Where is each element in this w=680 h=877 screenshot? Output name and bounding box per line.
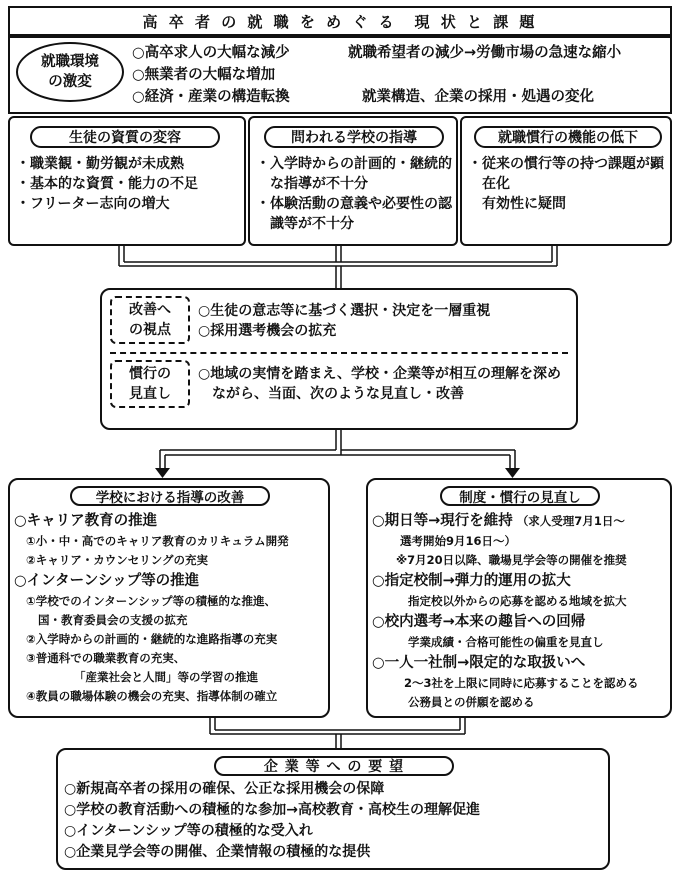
list-item xyxy=(14,649,328,668)
list-item: 有効性に疑問 xyxy=(468,196,566,212)
line-text: ①学校でのインターンシップ等の積極的な推進、 xyxy=(26,594,277,608)
section-heading xyxy=(372,652,670,674)
line-text: 公務員との併願を認める xyxy=(408,695,535,709)
list-item: ・体験活動の意義や必要性の認識等が不十分 xyxy=(256,196,452,232)
company-item: ○企業見学会等の開催、企業情報の積極的な提供 xyxy=(64,844,371,860)
kaizen-label: 改善へ の視点 xyxy=(110,296,190,344)
system-list xyxy=(372,510,670,712)
issue-label: 生徒の資質の変容 xyxy=(30,126,220,148)
kaizen-item: ○採用選考機会の拡充 xyxy=(198,323,337,339)
environment-label: 就職環境 の激変 xyxy=(16,42,124,102)
list-item xyxy=(14,551,328,570)
kanko-label: 慣行の 見直し xyxy=(110,360,190,408)
line-text: ○一人一社制→限定的な取扱いへ xyxy=(372,655,586,671)
line-note: （求人受理7月1日～ xyxy=(516,514,625,528)
page-title: 高 卒 者 の 就 職 を め ぐ る 現 状 と 課 題 xyxy=(142,12,538,31)
company-item: ○学校の教育活動への積極的な参加→高校教育・高校生の理解促進 xyxy=(64,802,480,818)
list-item xyxy=(372,592,670,611)
section-heading xyxy=(372,611,670,633)
line-text: ○校内選考→本来の趣旨への回帰 xyxy=(372,614,586,630)
section-heading xyxy=(14,510,328,532)
section-heading xyxy=(372,510,670,532)
kaizen-item: ○生徒の意志等に基づく選択・決定を一層重視 xyxy=(198,303,491,319)
line-text: 学業成績・合格可能性の偏重を見直し xyxy=(408,635,604,649)
list-item: ・職業観・勤労観が未成熟 xyxy=(16,156,184,172)
list-item: ・入学時からの計画的・継続的な指導が不十分 xyxy=(256,156,452,192)
company-item: ○インターンシップ等の積極的な受入れ xyxy=(64,823,313,839)
issue-box-students xyxy=(8,116,246,246)
section-heading xyxy=(372,570,670,592)
list-item xyxy=(14,668,328,687)
issue-box-school xyxy=(248,116,458,246)
company-item: ○新規高卒者の採用の確保、公正な採用機会の保障 xyxy=(64,781,385,797)
line-text: ①小・中・高でのキャリア教育のカリキュラム開発 xyxy=(26,534,289,548)
list-item: ・フリーター志向の増大 xyxy=(16,196,170,212)
system-box xyxy=(366,478,672,718)
issue-box-custom xyxy=(460,116,672,246)
company-box xyxy=(56,748,610,870)
list-item xyxy=(14,687,328,706)
list-item: ・基本的な資質・能力の不足 xyxy=(16,176,198,192)
system-label: 制度・慣行の見直し xyxy=(440,486,600,506)
list-item xyxy=(14,630,328,649)
list-item xyxy=(372,551,670,570)
line-text: 2～3社を上限に同時に応募することを認める xyxy=(404,676,639,690)
line-text: 「産業社会と人間」等の学習の推進 xyxy=(74,670,258,684)
divider xyxy=(110,352,568,354)
line-text: ②入学時からの計画的・継続的な進路指導の充実 xyxy=(26,632,278,646)
school-label: 学校における指導の改善 xyxy=(70,486,270,506)
issue-label: 問われる学校の指導 xyxy=(264,126,444,148)
middle-box xyxy=(100,288,578,430)
school-list xyxy=(14,510,328,706)
line-text: ○インターンシップ等の推進 xyxy=(14,573,200,589)
list-item xyxy=(14,592,328,611)
line-text: ②キャリア・カウンセリングの充実 xyxy=(26,553,209,567)
environment-box xyxy=(8,36,672,114)
line-text: ○指定校制→弾力的運用の拡大 xyxy=(372,573,571,589)
env-row-right: 就職希望者の減少→労働市場の急速な縮小 xyxy=(348,45,622,61)
line-text: ○キャリア教育の推進 xyxy=(14,513,158,529)
issue-list xyxy=(256,154,456,234)
school-box xyxy=(8,478,330,718)
list-item xyxy=(372,693,670,712)
list-item xyxy=(372,532,670,551)
issue-list xyxy=(16,154,198,214)
section-heading xyxy=(14,570,328,592)
line-text: ○期日等→現行を維持 xyxy=(372,513,513,529)
env-row-left: ○経済・産業の構造転換 xyxy=(132,89,290,105)
company-label: 企 業 等 へ の 要 望 xyxy=(214,756,454,776)
title-box xyxy=(8,6,672,36)
list-item xyxy=(14,532,328,551)
line-text: 国・教育委員会の支援の拡充 xyxy=(38,613,188,627)
issue-list xyxy=(468,154,668,214)
line-text: 選考開始9月16日～） xyxy=(400,534,517,548)
env-row-left: ○無業者の大幅な増加 xyxy=(132,67,276,83)
kanko-text: ○地域の実情を踏まえ、学校・企業等が相互の理解を深めながら、当面、次のような見直し・改善 xyxy=(198,366,562,402)
line-text: ※7月20日以降、職場見学会等の開催を推奨 xyxy=(396,553,627,567)
env-row-right: 就業構造、企業の採用・処遇の変化 xyxy=(362,89,594,105)
list-item xyxy=(14,611,328,630)
line-text: ④教員の職場体験の機会の充実、指導体制の確立 xyxy=(26,689,278,703)
list-item xyxy=(372,633,670,652)
line-text: ③普通科での職業教育の充実、 xyxy=(26,651,186,665)
line-text: 指定校以外からの応募を認める地域を拡大 xyxy=(408,594,627,608)
env-row-left: ○高卒求人の大幅な減少 xyxy=(132,45,290,61)
list-item: ・従来の慣行等の持つ課題が顕在化 xyxy=(468,156,664,192)
list-item xyxy=(372,674,670,693)
issue-label: 就職慣行の機能の低下 xyxy=(474,126,662,148)
